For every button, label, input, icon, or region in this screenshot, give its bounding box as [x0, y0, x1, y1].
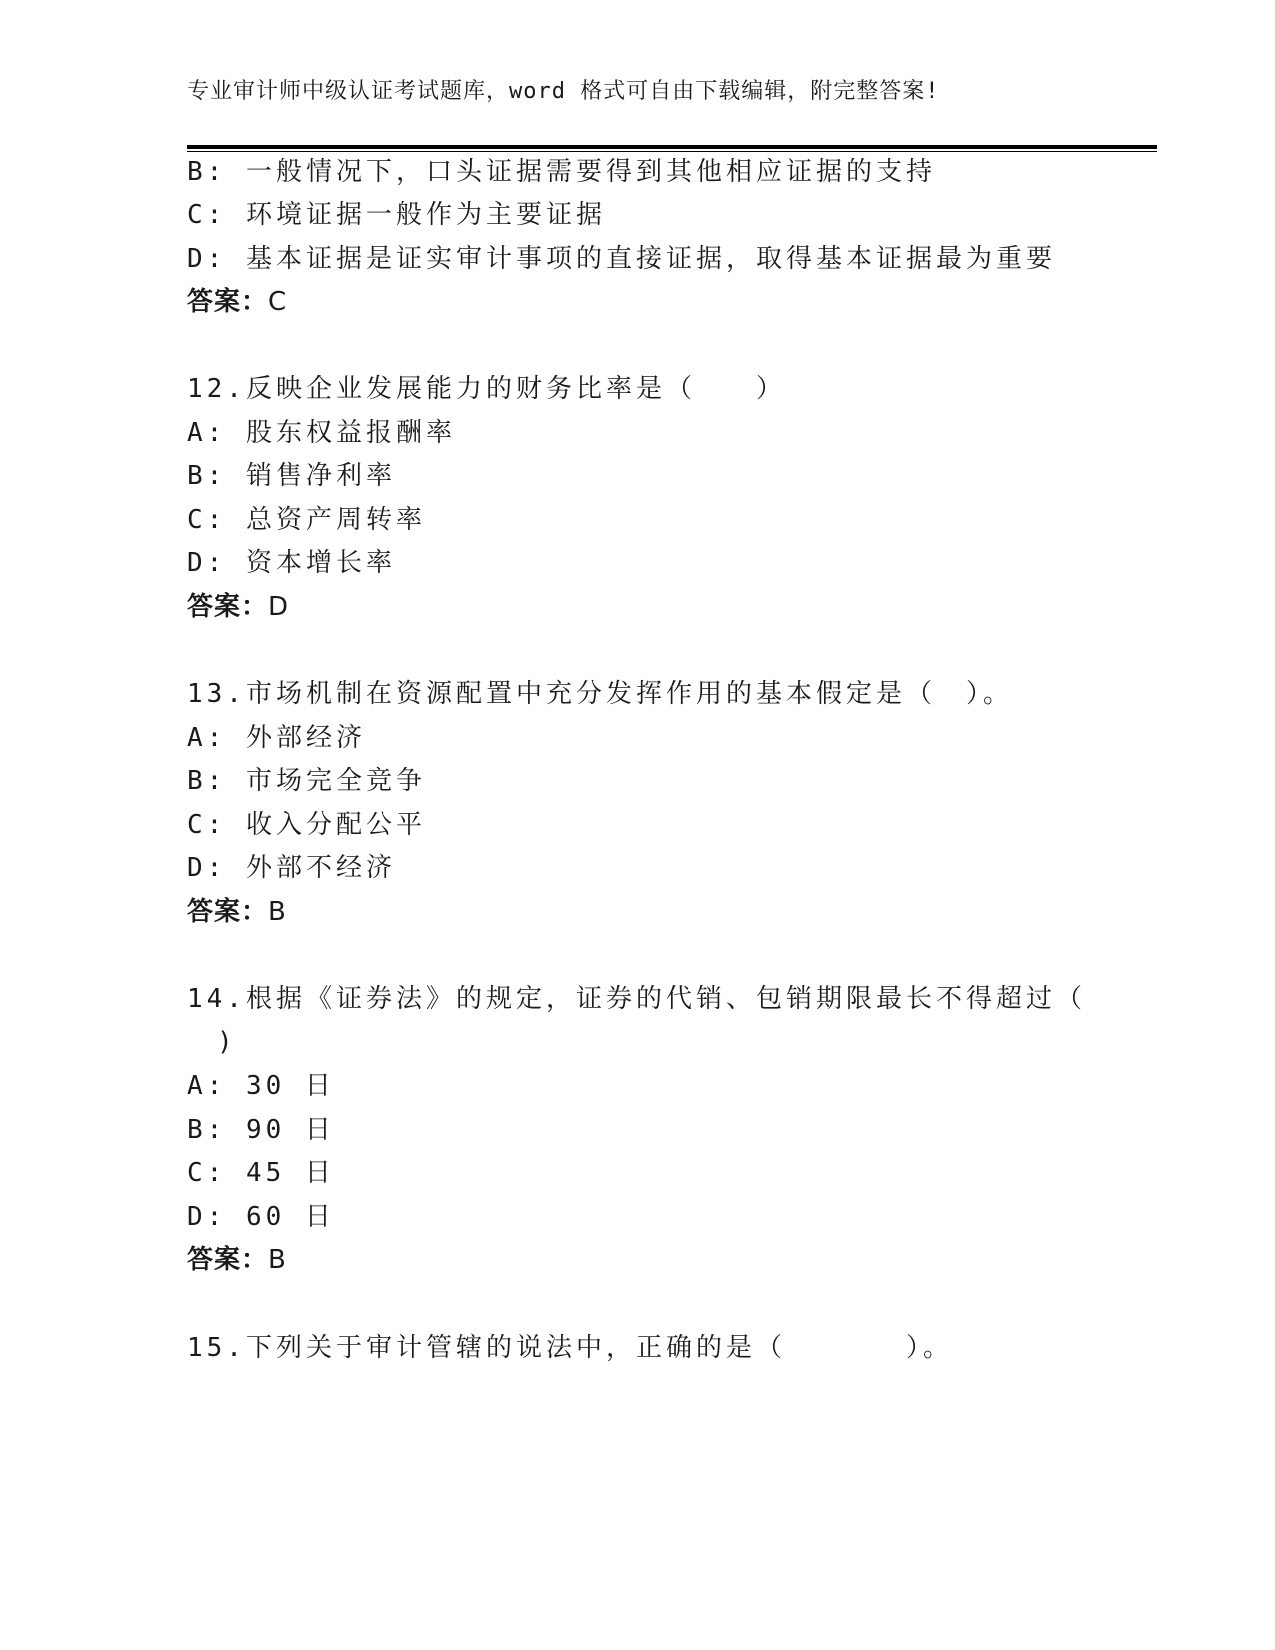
q12-option-a: A: 股东权益报酬率 [187, 418, 456, 448]
q14-answer-label: 答案： [187, 1245, 269, 1275]
q12-answer-label: 答案： [187, 592, 269, 622]
q11-answer [187, 285, 287, 319]
q13-answer [187, 895, 287, 929]
q13-option-c: C: 收入分配公平 [187, 810, 426, 840]
q11-option-d: D: 基本证据是证实审计事项的直接证据，取得基本证据最为重要 [187, 244, 1056, 274]
page-header: 专业审计师中级认证考试题库，word 格式可自由下载编辑，附完整答案! [187, 79, 940, 104]
q13-option-d: D: 外部不经济 [187, 853, 396, 883]
q11-answer-label: 答案： [187, 287, 269, 317]
q14-option-b: B: 90 日 [187, 1115, 335, 1145]
q14-answer-value: B [268, 1245, 287, 1275]
q14-answer [187, 1243, 287, 1277]
q13-answer-value: B [268, 897, 287, 927]
q11-answer-value: C [268, 287, 288, 317]
q12-option-c: C: 总资产周转率 [187, 505, 426, 535]
q12-option-d: D: 资本增长率 [187, 548, 396, 578]
q12-answer [187, 590, 289, 624]
q11-option-c: C: 环境证据一般作为主要证据 [187, 200, 606, 230]
q14-option-a: A: 30 日 [187, 1071, 335, 1101]
q14-question-line1: 14.根据《证券法》的规定，证券的代销、包销期限最长不得超过（ [187, 984, 1086, 1014]
q13-option-b: B: 市场完全竞争 [187, 766, 426, 796]
q12-answer-value: D [268, 592, 290, 622]
q13-question: 13.市场机制在资源配置中充分发挥作用的基本假定是（ ）。 [187, 679, 1013, 709]
q14-question-line2: ) [187, 1027, 237, 1057]
q12-option-b: B: 销售净利率 [187, 461, 396, 491]
q14-option-d: D: 60 日 [187, 1202, 335, 1232]
q13-answer-label: 答案： [187, 897, 269, 927]
q11-option-b: B: 一般情况下，口头证据需要得到其他相应证据的支持 [187, 157, 936, 187]
header-rule-thin [187, 151, 1157, 152]
header-rule-thick [187, 145, 1157, 149]
q15-question: 15.下列关于审计管辖的说法中，正确的是（ ）。 [187, 1333, 953, 1363]
q14-option-c: C: 45 日 [187, 1158, 335, 1188]
q13-option-a: A: 外部经济 [187, 723, 366, 753]
q12-question: 12.反映企业发展能力的财务比率是（ ） [187, 374, 786, 404]
